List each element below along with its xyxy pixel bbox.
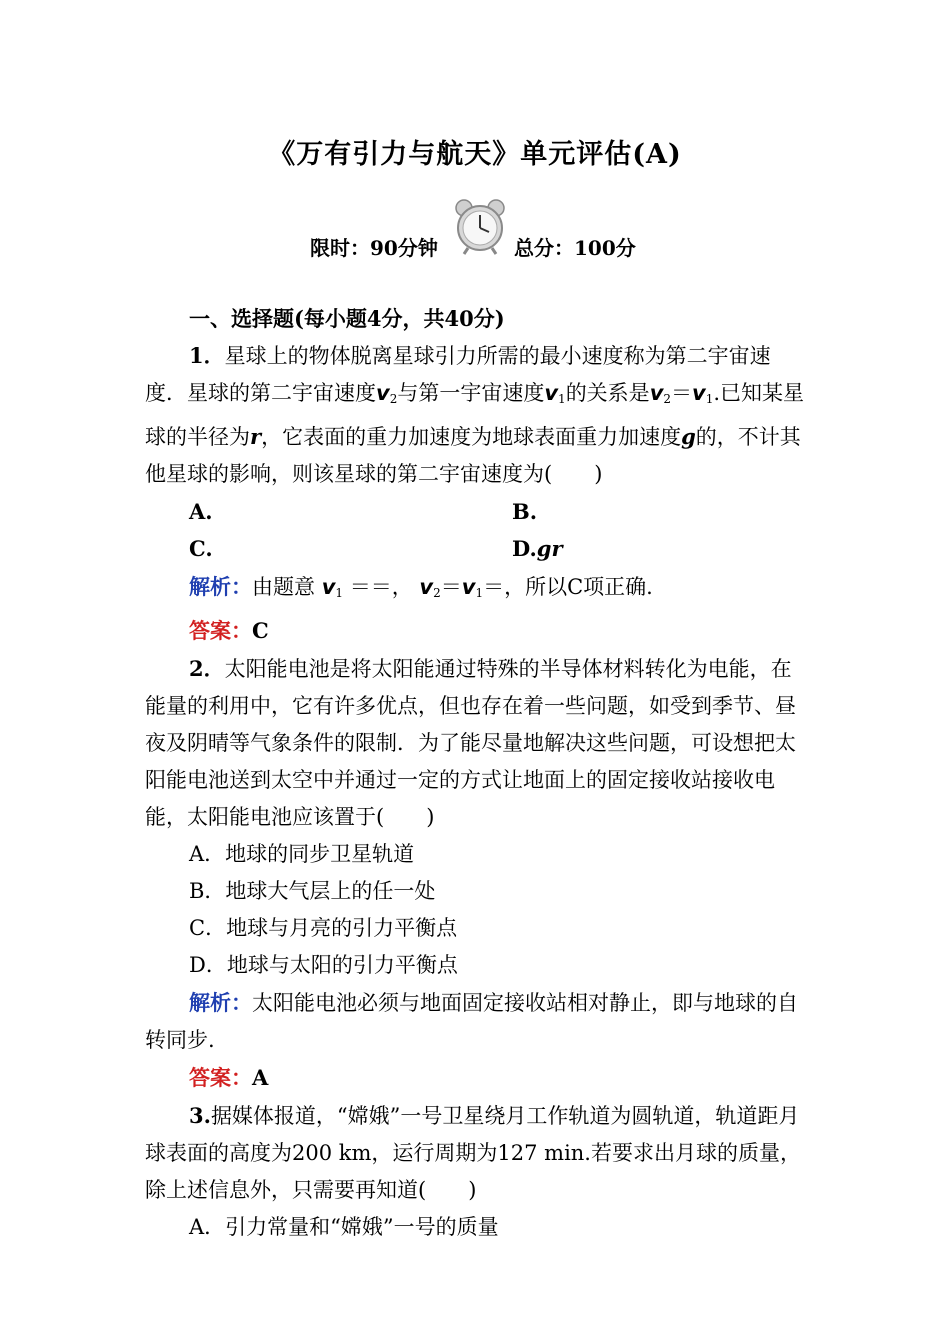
alarm-clock-icon — [450, 196, 510, 256]
analysis-label: 解析： — [189, 574, 252, 599]
option-a: A．地球的同步卫星轨道 — [189, 842, 415, 866]
option-a: A．引力常量和“嫦娥”一号的质量 — [189, 1215, 499, 1239]
question-1: 1．星球上的物体脱离星球引力所需的最小速度称为第二宇宙速度．星球的第二宇宙速度$v_2$与第一宇宙速度$v_1$的关系是$v_2=v_1$.已知某星球的半径为r，它表面的重力加速度为地球表面重力加速度g的，不计其他星球的影响，则该星球的第二宇宙速度为( ) — [145, 343, 805, 486]
question-number: 2． — [189, 656, 225, 681]
options-row-cd — [145, 530, 810, 568]
option-c: C．地球与月亮的引力平衡点 — [189, 916, 458, 940]
option-a: A. — [189, 499, 213, 524]
time-limit: 限时：90分钟 — [310, 236, 438, 260]
section-heading: 一、选择题(每小题4分，共40分) — [189, 306, 505, 331]
option-d: D．地球与太阳的引力平衡点 — [189, 953, 458, 977]
option-b: B. — [512, 499, 538, 524]
question-number: 1． — [189, 343, 225, 368]
option-c: C. — [189, 536, 213, 561]
answer-1: 答案：C — [189, 618, 269, 643]
analysis-label: 解析： — [189, 990, 252, 1015]
question-2: 2．太阳能电池是将太阳能通过特殊的半导体材料转化为电能，在能量的利用中，它有许多优点，但也存在着一些问题，如受到季节、昼夜及阴晴等气象条件的限制．为了能尽量地解决这些问题，可设想把太阳能电池送到太空中并通过一定的方式让地面上的固定接收站接收电能，太阳能电池应该置于( ) — [145, 656, 796, 829]
total-score: 总分：100分 — [514, 236, 636, 260]
answer-label: 答案： — [189, 618, 252, 643]
question-number: 3. — [189, 1103, 211, 1128]
option-b: B．地球大气层上的任一处 — [189, 879, 436, 903]
answer-label: 答案： — [189, 1065, 252, 1090]
answer-2: 答案：A — [189, 1065, 269, 1090]
analysis-1: 解析：由题意 $v_1$ ＝＝， $v_2=v_1=$，所以C项正确. — [189, 574, 653, 600]
exam-meta — [0, 226, 950, 266]
options-row-ab — [145, 493, 810, 530]
document-body — [145, 300, 810, 1246]
question-3: 3.据媒体报道，“嫦娥”一号卫星绕月工作轨道为圆轨道，轨道距月球表面的高度为200 km，运行周期为127 min.若要求出月球的质量，除上述信息外，只需要再知道( ) — [145, 1103, 801, 1202]
page-title: 《万有引力与航天》单元评估(A) — [268, 139, 682, 170]
analysis-2: 解析：太阳能电池必须与地面固定接收站相对静止，即与地球的自转同步. — [145, 990, 798, 1052]
option-d: D.gr — [512, 536, 563, 561]
